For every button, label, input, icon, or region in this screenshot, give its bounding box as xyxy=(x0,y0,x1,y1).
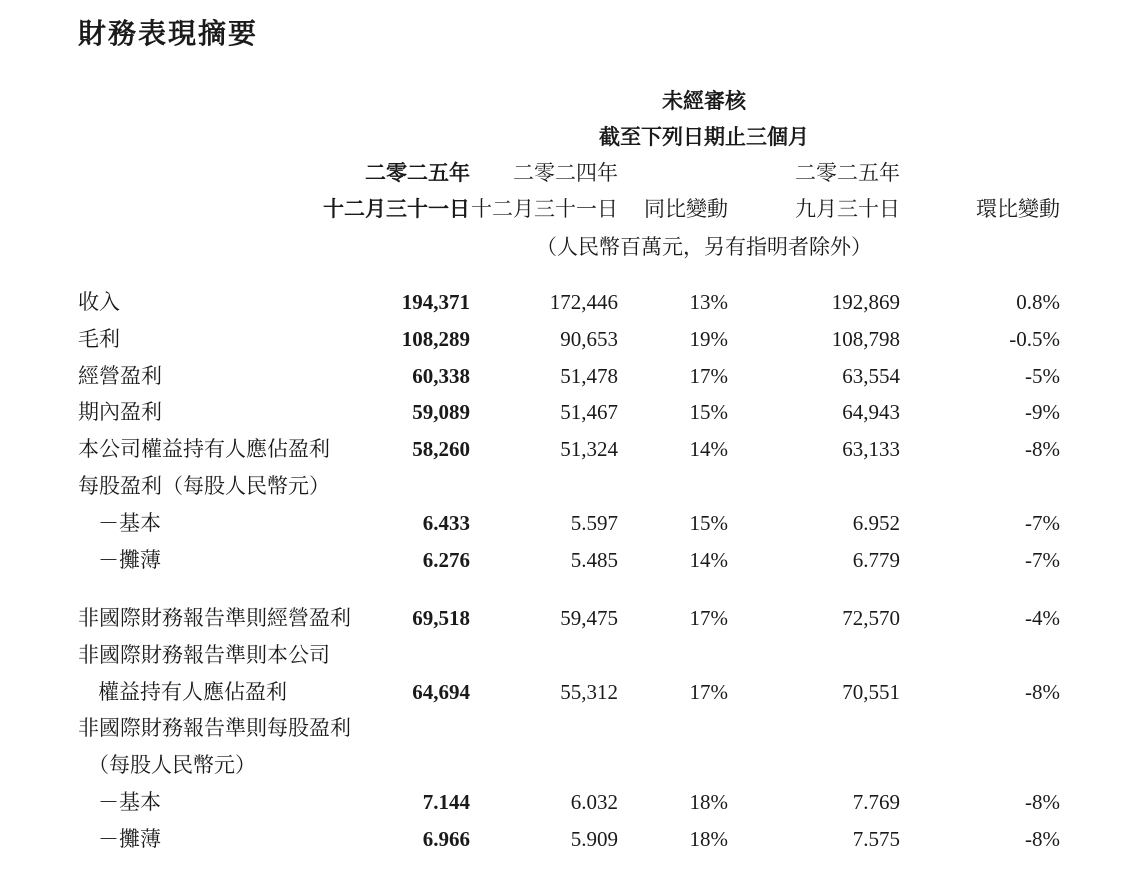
row-label-attributable-profit: 本公司權益持有人應佔盈利 xyxy=(78,437,330,461)
cell-eps-diluted-c1: 6.276 xyxy=(422,548,470,572)
cell-gross-profit-c1: 108,289 xyxy=(401,327,470,351)
cell-nonifrs-eps-basic-c4: 7.769 xyxy=(852,790,900,814)
cell-operating-profit-c4: 63,554 xyxy=(842,364,900,388)
row-label-eps-heading: 每股盈利（每股人民幣元） xyxy=(78,474,330,498)
cell-nonifrs-eps-diluted-c3: 18% xyxy=(689,827,728,851)
header-col2-year: 二零二四年 xyxy=(513,161,618,185)
row-label-nonifrs-eps-heading: 非國際財務報告準則每股盈利 xyxy=(78,716,351,740)
cell-eps-basic-c2: 5.597 xyxy=(570,511,618,535)
cell-nonifrs-operating-profit-c3: 17% xyxy=(689,606,728,630)
row-label-nonifrs-eps-diluted: －攤薄 xyxy=(98,827,161,851)
cell-nonifrs-attributable-c1: 64,694 xyxy=(412,680,470,704)
row-label-nonifrs-operating-profit: 非國際財務報告準則經營盈利 xyxy=(78,606,351,630)
cell-eps-basic-c1: 6.433 xyxy=(422,511,470,535)
row-label-eps-basic: －基本 xyxy=(98,511,161,535)
cell-nonifrs-operating-profit-c4: 72,570 xyxy=(842,606,900,630)
cell-attributable-profit-c5: -8% xyxy=(1025,437,1060,461)
cell-revenue-c3: 13% xyxy=(689,290,728,314)
cell-nonifrs-eps-basic-c2: 6.032 xyxy=(570,790,618,814)
cell-gross-profit-c3: 19% xyxy=(689,327,728,351)
cell-nonifrs-attributable-c5: -8% xyxy=(1025,680,1060,704)
cell-nonifrs-attributable-c2: 55,312 xyxy=(560,680,618,704)
cell-period-profit-c5: -9% xyxy=(1025,400,1060,424)
cell-gross-profit-c2: 90,653 xyxy=(560,327,618,351)
row-label-nonifrs-eps-unit: （每股人民幣元） xyxy=(88,753,256,777)
cell-operating-profit-c3: 17% xyxy=(689,364,728,388)
row-label-nonifrs-attributable-line2: 權益持有人應佔盈利 xyxy=(98,680,287,704)
cell-period-profit-c1: 59,089 xyxy=(412,400,470,424)
cell-nonifrs-eps-basic-c5: -8% xyxy=(1025,790,1060,814)
cell-nonifrs-eps-diluted-c5: -8% xyxy=(1025,827,1060,851)
cell-nonifrs-attributable-c3: 17% xyxy=(689,680,728,704)
cell-eps-diluted-c3: 14% xyxy=(689,548,728,572)
header-period: 截至下列日期止三個月 xyxy=(599,124,809,149)
header-col3: 同比變動 xyxy=(644,197,728,221)
cell-attributable-profit-c3: 14% xyxy=(689,437,728,461)
cell-period-profit-c4: 64,943 xyxy=(842,400,900,424)
cell-revenue-c5: 0.8% xyxy=(1016,290,1060,314)
row-label-nonifrs-attributable-line1: 非國際財務報告準則本公司 xyxy=(78,643,330,667)
cell-nonifrs-eps-diluted-c2: 5.909 xyxy=(570,827,618,851)
header-unit-note: （人民幣百萬元，另有指明者除外） xyxy=(536,235,872,259)
cell-nonifrs-eps-basic-c1: 7.144 xyxy=(422,790,470,814)
row-label-operating-profit: 經營盈利 xyxy=(78,364,162,388)
cell-nonifrs-operating-profit-c1: 69,518 xyxy=(412,606,470,630)
row-label-revenue: 收入 xyxy=(78,290,120,314)
cell-eps-basic-c3: 15% xyxy=(689,511,728,535)
header-col4-year: 二零二五年 xyxy=(795,161,900,185)
header-col1-date: 十二月三十一日 xyxy=(323,196,470,221)
cell-eps-basic-c4: 6.952 xyxy=(852,511,900,535)
cell-operating-profit-c1: 60,338 xyxy=(412,364,470,388)
row-label-period-profit: 期內盈利 xyxy=(78,400,162,424)
cell-eps-basic-c5: -7% xyxy=(1025,511,1060,535)
cell-nonifrs-operating-profit-c2: 59,475 xyxy=(560,606,618,630)
cell-revenue-c1: 194,371 xyxy=(401,290,470,314)
cell-eps-diluted-c4: 6.779 xyxy=(852,548,900,572)
cell-attributable-profit-c4: 63,133 xyxy=(842,437,900,461)
page-title: 財務表現摘要 xyxy=(78,17,259,50)
row-label-nonifrs-eps-basic: －基本 xyxy=(98,790,161,814)
row-label-eps-diluted: －攤薄 xyxy=(98,548,161,572)
cell-nonifrs-eps-diluted-c4: 7.575 xyxy=(852,827,900,851)
header-unaudited: 未經審核 xyxy=(662,88,746,113)
cell-period-profit-c3: 15% xyxy=(689,400,728,424)
cell-period-profit-c2: 51,467 xyxy=(560,400,618,424)
cell-eps-diluted-c5: -7% xyxy=(1025,548,1060,572)
cell-eps-diluted-c2: 5.485 xyxy=(570,548,618,572)
row-label-gross-profit: 毛利 xyxy=(78,327,120,351)
cell-attributable-profit-c1: 58,260 xyxy=(412,437,470,461)
cell-operating-profit-c2: 51,478 xyxy=(560,364,618,388)
cell-nonifrs-operating-profit-c5: -4% xyxy=(1025,606,1060,630)
header-col4-date: 九月三十日 xyxy=(795,197,900,221)
cell-nonifrs-eps-basic-c3: 18% xyxy=(689,790,728,814)
cell-gross-profit-c5: -0.5% xyxy=(1009,327,1060,351)
cell-attributable-profit-c2: 51,324 xyxy=(560,437,618,461)
cell-operating-profit-c5: -5% xyxy=(1025,364,1060,388)
cell-revenue-c2: 172,446 xyxy=(549,290,618,314)
cell-revenue-c4: 192,869 xyxy=(831,290,900,314)
cell-nonifrs-eps-diluted-c1: 6.966 xyxy=(422,827,470,851)
header-col2-date: 十二月三十一日 xyxy=(471,197,618,221)
cell-nonifrs-attributable-c4: 70,551 xyxy=(842,680,900,704)
cell-gross-profit-c4: 108,798 xyxy=(831,327,900,351)
header-col5: 環比變動 xyxy=(976,197,1060,221)
header-col1-year: 二零二五年 xyxy=(365,160,470,185)
